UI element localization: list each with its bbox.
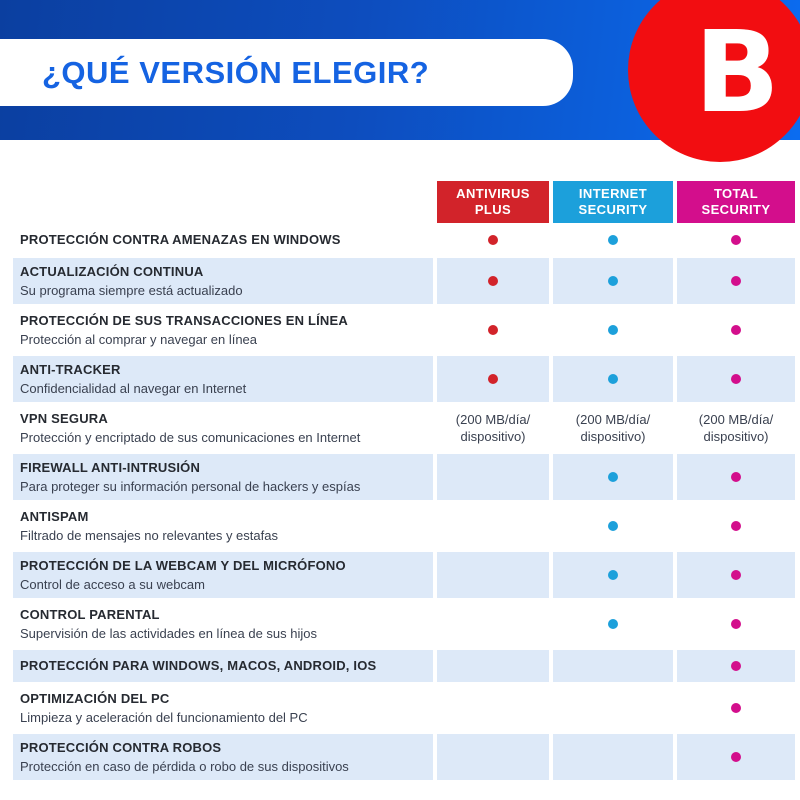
total-security-dot — [731, 472, 741, 482]
internet-security-cell — [553, 258, 673, 304]
feature-cell — [13, 258, 433, 304]
feature-cell — [13, 734, 433, 780]
feature-rows — [13, 225, 795, 780]
antivirus-plus-cell — [437, 356, 549, 402]
internet-security-cell — [553, 734, 673, 780]
internet-security-cell — [553, 685, 673, 731]
row-title: OPTIMIZACIÓN DEL PC — [20, 690, 170, 706]
internet-security-cell — [553, 601, 673, 647]
antivirus-plus-cell — [437, 552, 549, 598]
total-security-cell — [677, 685, 795, 731]
antivirus-plus-cell — [437, 307, 549, 353]
internet-security-dot — [608, 374, 618, 384]
row-title: ANTI-TRACKER — [20, 361, 121, 377]
column-header-antivirus-plus — [437, 181, 549, 223]
internet-security-dot — [608, 276, 618, 286]
column-header-line: TOTAL — [713, 186, 759, 201]
antivirus-plus-dot — [488, 235, 498, 245]
antivirus-plus-cell — [437, 503, 549, 549]
total-security-cell — [677, 454, 795, 500]
table-row — [13, 307, 795, 353]
row-subtitle: Protección en caso de pérdida o robo de sus dispositivos — [20, 758, 349, 774]
row-title: PROTECCIÓN DE SUS TRANSACCIONES EN LÍNEA — [20, 312, 348, 328]
internet-security-dot — [608, 325, 618, 335]
row-subtitle: Limpieza y aceleración del funcionamiento del PC — [20, 709, 308, 725]
row-title: FIREWALL ANTI-INTRUSIÓN — [20, 459, 201, 475]
feature-cell — [13, 225, 433, 255]
vpn-limit-note: dispositivo) — [703, 429, 769, 444]
row-title: PROTECCIÓN CONTRA AMENAZAS EN WINDOWS — [20, 232, 341, 247]
internet-security-dot — [608, 570, 618, 580]
total-security-dot — [731, 325, 741, 335]
feature-cell — [13, 685, 433, 731]
internet-security-cell — [553, 225, 673, 255]
row-subtitle: Supervisión de las actividades en línea de sus hijos — [20, 625, 318, 641]
row-subtitle: Su programa siempre está actualizado — [20, 282, 243, 298]
row-subtitle: Para proteger su información personal de hackers y espías — [20, 478, 361, 494]
antivirus-plus-cell — [437, 454, 549, 500]
total-security-dot — [731, 521, 741, 531]
column-header-internet-security — [553, 181, 673, 223]
total-security-cell — [677, 734, 795, 780]
table-row — [13, 552, 795, 598]
vpn-limit-note: (200 MB/día/ — [455, 412, 531, 427]
total-security-cell — [677, 405, 795, 451]
table-row — [13, 225, 795, 255]
total-security-dot — [731, 570, 741, 580]
vpn-limit-note: (200 MB/día/ — [698, 412, 774, 427]
header-banner — [0, 0, 800, 140]
table-row — [13, 650, 795, 682]
antivirus-plus-cell — [437, 650, 549, 682]
total-security-dot — [731, 703, 741, 713]
internet-security-cell — [553, 454, 673, 500]
row-title: CONTROL PARENTAL — [20, 606, 160, 622]
total-security-cell — [677, 307, 795, 353]
vpn-limit-note: dispositivo) — [460, 429, 526, 444]
row-title: PROTECCIÓN CONTRA ROBOS — [20, 739, 222, 755]
table-row — [13, 258, 795, 304]
feature-cell — [13, 356, 433, 402]
table-row — [13, 601, 795, 647]
table-row — [13, 503, 795, 549]
table-row — [13, 356, 795, 402]
internet-security-cell — [553, 307, 673, 353]
antivirus-plus-cell — [437, 685, 549, 731]
feature-cell — [13, 601, 433, 647]
bitdefender-logo-badge — [628, 0, 800, 162]
internet-security-dot — [608, 521, 618, 531]
feature-cell — [13, 405, 433, 451]
internet-security-dot — [608, 619, 618, 629]
column-header-row — [13, 181, 795, 223]
internet-security-cell — [553, 503, 673, 549]
total-security-cell — [677, 650, 795, 682]
total-security-dot — [731, 661, 741, 671]
row-subtitle: Filtrado de mensajes no relevantes y estafas — [20, 527, 278, 543]
row-title: PROTECCIÓN DE LA WEBCAM Y DEL MICRÓFONO — [20, 557, 346, 573]
column-header-line: INTERNET — [578, 186, 648, 201]
antivirus-plus-cell — [437, 225, 549, 255]
internet-security-cell — [553, 356, 673, 402]
table-row — [13, 685, 795, 731]
total-security-cell — [677, 225, 795, 255]
table-row — [13, 454, 795, 500]
title-pill — [0, 39, 573, 106]
antivirus-plus-cell — [437, 405, 549, 451]
row-title: ANTISPAM — [20, 508, 89, 524]
feature-cell — [13, 307, 433, 353]
total-security-cell — [677, 356, 795, 402]
feature-cell — [13, 650, 433, 682]
table-row — [13, 734, 795, 780]
internet-security-cell — [553, 552, 673, 598]
antivirus-plus-dot — [488, 276, 498, 286]
row-subtitle: Confidencialidad al navegar en Internet — [20, 380, 247, 396]
row-subtitle: Protección al comprar y navegar en línea — [20, 331, 258, 347]
internet-security-cell — [553, 650, 673, 682]
total-security-dot — [731, 374, 741, 384]
table-row — [13, 405, 795, 451]
column-header-total-security — [677, 181, 795, 223]
vpn-limit-note: dispositivo) — [580, 429, 646, 444]
feature-cell — [13, 552, 433, 598]
internet-security-cell — [553, 405, 673, 451]
row-subtitle: Protección y encriptado de sus comunicaciones en Internet — [20, 429, 361, 445]
page-title: ¿QUÉ VERSIÓN ELEGIR? — [42, 54, 430, 90]
bitdefender-logo-letter: B — [694, 8, 780, 138]
antivirus-plus-cell — [437, 734, 549, 780]
internet-security-dot — [608, 235, 618, 245]
total-security-dot — [731, 752, 741, 762]
antivirus-plus-dot — [488, 325, 498, 335]
antivirus-plus-dot — [488, 374, 498, 384]
total-security-dot — [731, 619, 741, 629]
row-subtitle: Control de acceso a su webcam — [20, 576, 205, 592]
row-title: ACTUALIZACIÓN CONTINUA — [20, 263, 204, 279]
total-security-cell — [677, 503, 795, 549]
row-title: PROTECCIÓN PARA WINDOWS, MACOS, ANDROID, IOS — [20, 658, 377, 673]
row-title: VPN SEGURA — [20, 410, 108, 426]
feature-cell — [13, 454, 433, 500]
total-security-dot — [731, 235, 741, 245]
total-security-cell — [677, 552, 795, 598]
column-header-spacer — [13, 181, 433, 223]
antivirus-plus-cell — [437, 601, 549, 647]
total-security-cell — [677, 601, 795, 647]
comparison-table — [13, 181, 795, 783]
column-header-line: SECURITY — [578, 202, 648, 217]
column-header-line: PLUS — [474, 202, 512, 217]
internet-security-dot — [608, 472, 618, 482]
total-security-dot — [731, 276, 741, 286]
vpn-limit-note: (200 MB/día/ — [575, 412, 651, 427]
column-header-line: SECURITY — [701, 202, 771, 217]
antivirus-plus-cell — [437, 258, 549, 304]
feature-cell — [13, 503, 433, 549]
total-security-cell — [677, 258, 795, 304]
column-header-line: ANTIVIRUS — [456, 186, 530, 201]
